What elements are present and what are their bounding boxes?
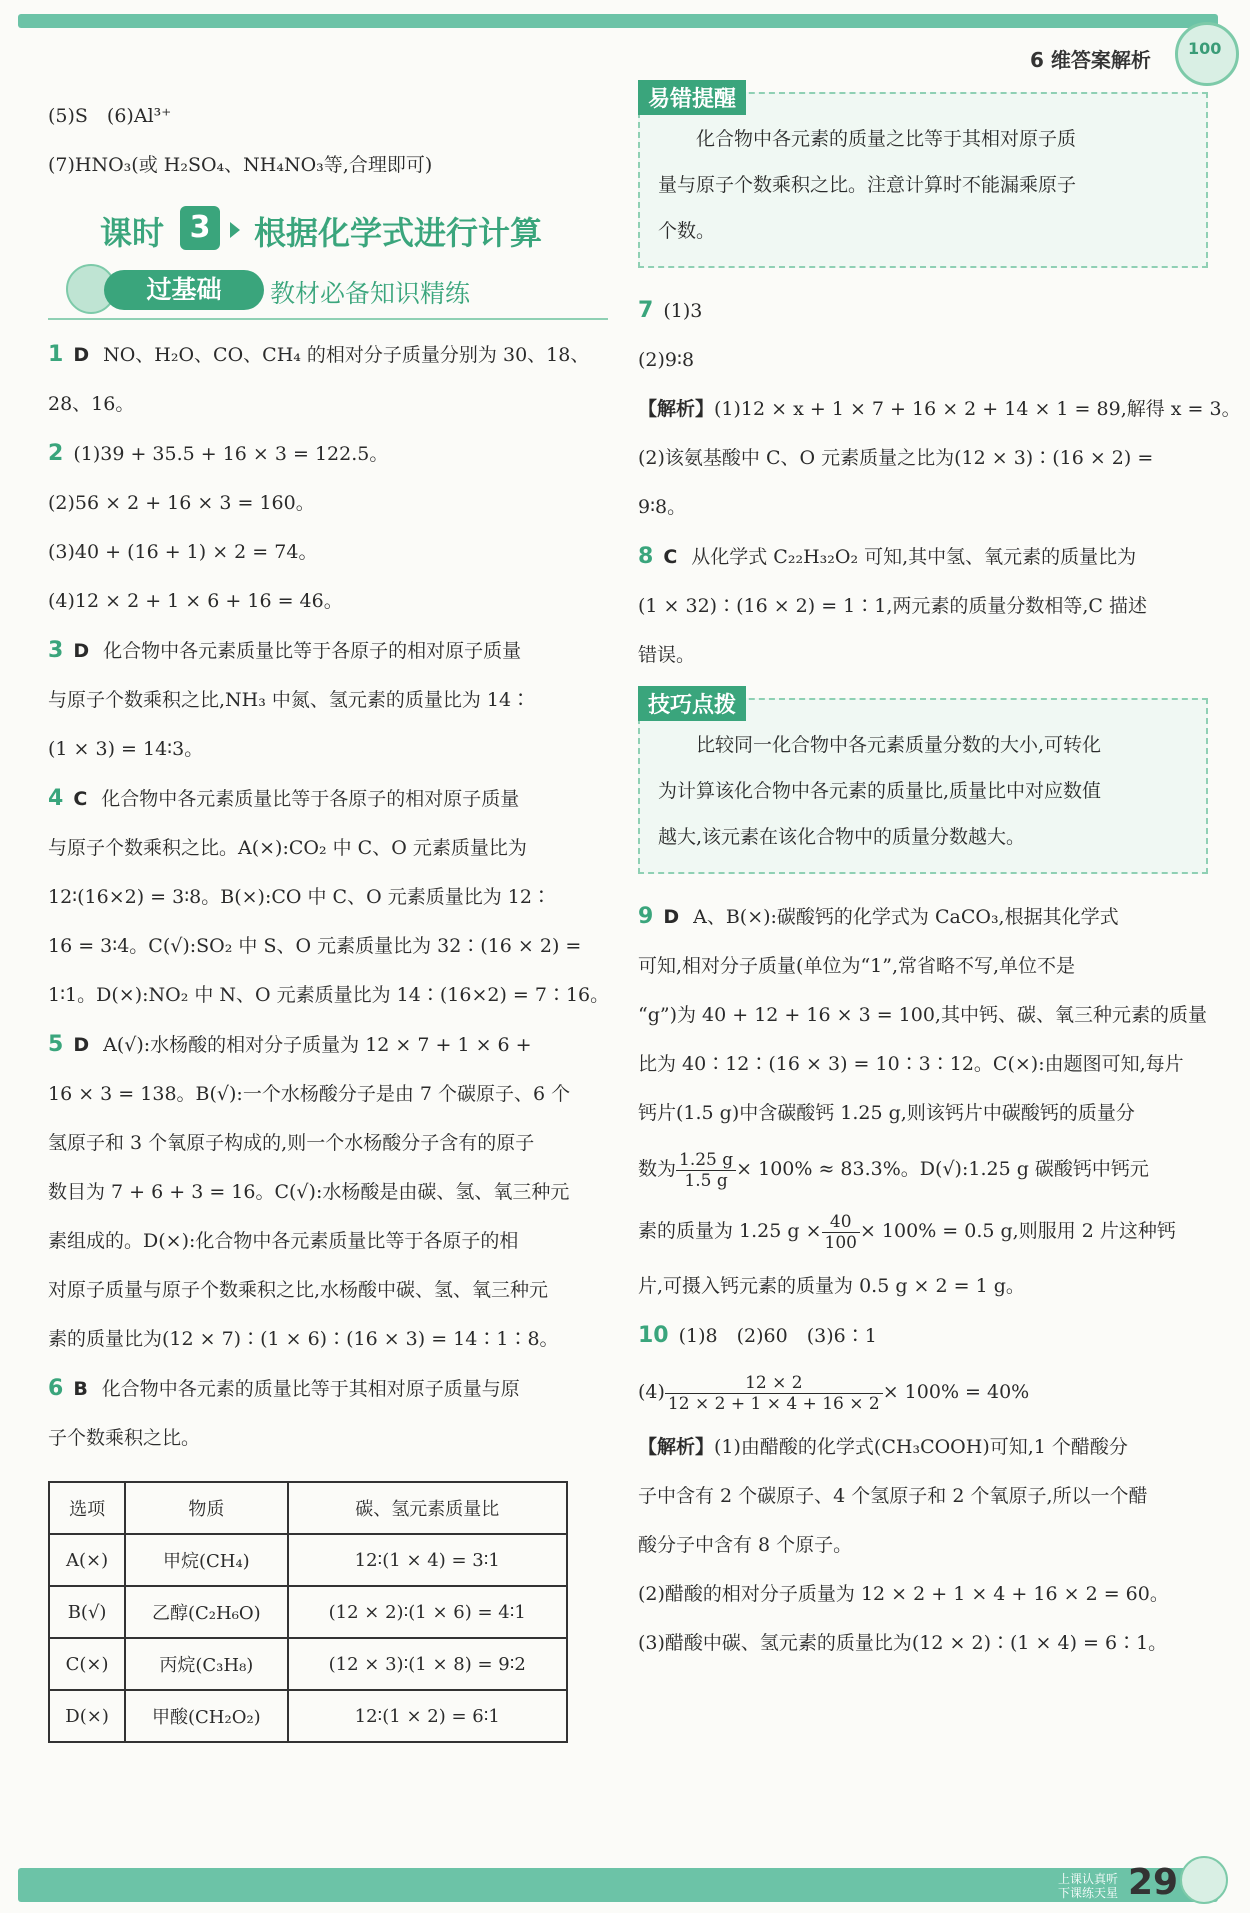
section-label: 过基础 <box>104 270 264 310</box>
table-row <box>49 1638 567 1690</box>
q9-frac-pre: 数为 <box>638 1158 677 1180</box>
section-banner <box>48 262 618 326</box>
q9-fraction-line <box>638 1138 1208 1200</box>
tip-line: 化合物中各元素的质量之比等于其相对原子质 <box>696 128 1077 150</box>
footer-line-2: 下课练天星 <box>1058 1886 1119 1900</box>
table-cell: 甲烷(CH₄) <box>125 1534 287 1586</box>
answer-text: A(√):水杨酸的相对分子质量为 12 × 7 + 1 × 6 + <box>103 1034 532 1056</box>
answer-line <box>48 1168 618 1217</box>
answer-line <box>48 873 618 922</box>
answer-text: 化合物中各元素的质量比等于其相对原子质量与原 <box>101 1378 520 1400</box>
table-cell: C(×) <box>49 1638 125 1690</box>
answer-text: (4)12 × 2 + 1 × 6 + 16 = 46。 <box>48 590 343 612</box>
answer-letter: C <box>73 788 88 810</box>
fraction <box>822 1212 860 1253</box>
answer-text: 化合物中各元素质量比等于各原子的相对原子质量 <box>101 788 520 810</box>
q8-text: 从化学式 C₂₂H₃₂O₂ 可知,其中氢、氧元素的质量比为 <box>691 546 1137 568</box>
answer-text: (2)56 × 2 + 16 × 3 = 160。 <box>48 492 315 514</box>
lesson-number-badge: 3 <box>180 206 220 250</box>
q7-answer-2: (2)9∶8 <box>638 349 695 371</box>
q9-line <box>638 892 1208 942</box>
answer-text: 化合物中各元素质量比等于各原子的相对原子质量 <box>103 640 522 662</box>
q9-frac-post: × 100% ≈ 83.3%。D(√):1.25 g 碳酸钙中钙元 <box>736 1158 1149 1180</box>
fraction <box>676 1150 736 1191</box>
question-number: 9 <box>638 904 654 929</box>
table-cell: 丙烷(C₃H₈) <box>125 1638 287 1690</box>
answer-text: 氢原子和 3 个氧原子构成的,则一个水杨酸分子含有的原子 <box>48 1132 535 1154</box>
table-cell: D(×) <box>49 1690 125 1742</box>
answer-line <box>48 1070 618 1119</box>
comparison-table <box>48 1481 568 1743</box>
q10-jiexi: (3)醋酸中碳、氢元素的质量比为(12 × 2)∶(1 × 4) = 6∶1。 <box>638 1632 1168 1654</box>
answer-text: 28、16。 <box>48 393 135 415</box>
question-number: 6 <box>48 1376 64 1401</box>
q9-text: 片,可摄入钙元素的质量为 0.5 g × 2 = 1 g。 <box>638 1275 1025 1297</box>
tip-line: 个数。 <box>658 220 716 242</box>
question-number: 8 <box>638 544 654 569</box>
answer-line <box>48 1020 618 1070</box>
logo-text: 100 <box>1188 39 1222 58</box>
answer-text: (1)39 + 35.5 + 16 × 3 = 122.5。 <box>73 443 389 465</box>
question-number: 2 <box>48 441 64 466</box>
q9-text: A、B(×):碳酸钙的化学式为 CaCO₃,根据其化学式 <box>693 906 1119 928</box>
tip-title: 易错提醒 <box>638 80 746 115</box>
q10-p4-pre: (4) <box>638 1381 665 1403</box>
answer-text: 与原子个数乘积之比,NH₃ 中氮、氢元素的质量比为 14∶ <box>48 689 531 711</box>
table-row <box>49 1690 567 1742</box>
tip-line: 为计算该化合物中各元素的质量比,质量比中对应数值 <box>658 780 1102 802</box>
tip-title: 技巧点拨 <box>638 686 746 721</box>
answer-line <box>48 577 618 626</box>
footer-logo <box>1180 1856 1228 1904</box>
q9-text: 钙片(1.5 g)中含碳酸钙 1.25 g,则该钙片中碳酸钙的质量分 <box>638 1102 1135 1124</box>
answer-text: 16 × 3 = 138。B(√):一个水杨酸分子是由 7 个碳原子、6 个 <box>48 1083 571 1105</box>
answer-letter: D <box>663 906 680 928</box>
q9-frac2-pre: 素的质量为 1.25 g × <box>638 1220 822 1242</box>
answer-text: (1 × 3) = 14∶3。 <box>48 738 204 760</box>
answer-line <box>48 824 618 873</box>
lesson-title-text: 根据化学式进行计算 <box>254 214 543 252</box>
section-subtitle: 教材必备知识精练 <box>270 279 471 308</box>
header-title: 6 维答案解析 <box>1030 48 1151 72</box>
q8-line <box>638 532 1208 582</box>
q8-text: (1 × 32)∶(16 × 2) = 1∶1,两元素的质量分数相等,C 描述 <box>638 595 1148 617</box>
intro-line-2: (7)HNO₃(或 H₂SO₄、NH₄NO₃等,合理即可) <box>48 154 433 176</box>
table-row <box>49 1586 567 1638</box>
answer-text: 对原子质量与原子个数乘积之比,水杨酸中碳、氢、氧三种元 <box>48 1279 549 1301</box>
q9-frac2-post: × 100% = 0.5 g,则服用 2 片这种钙 <box>859 1220 1176 1242</box>
q8-text: 错误。 <box>638 644 696 666</box>
left-column <box>48 92 618 1743</box>
fraction-denominator: 100 <box>824 1232 857 1253</box>
answer-line <box>48 528 618 577</box>
q9-text: 比为 40∶12∶(16 × 3) = 10∶3∶12。C(×):由题图可知,每片 <box>638 1053 1184 1075</box>
q9-text: “g”)为 40 + 12 + 16 × 3 = 100,其中钙、碳、氧三种元素的质量 <box>638 1004 1207 1026</box>
jiexi-tag: 【解析】 <box>638 1436 715 1458</box>
table-header: 物质 <box>125 1482 287 1534</box>
footer-line-1: 上课认真听 <box>1058 1872 1119 1886</box>
answer-line <box>48 971 618 1020</box>
table-cell: 12∶(1 × 4) = 3∶1 <box>288 1534 567 1586</box>
lesson-title <box>48 196 618 262</box>
table-cell: 甲酸(CH₂O₂) <box>125 1690 287 1742</box>
intro-line-1: (5)S (6)Al³⁺ <box>48 105 172 127</box>
q10-jiexi: (2)醋酸的相对分子质量为 12 × 2 + 1 × 4 + 16 × 2 = 60。 <box>638 1583 1169 1605</box>
answer-line <box>48 1266 618 1315</box>
corner-logo <box>1175 22 1239 86</box>
answer-text: 数目为 7 + 6 + 3 = 16。C(√):水杨酸是由碳、氢、氧三种元 <box>48 1181 570 1203</box>
answer-line <box>48 380 618 429</box>
table-cell: A(×) <box>49 1534 125 1586</box>
lesson-prefix: 课时 <box>100 214 165 252</box>
page-number: 29 <box>1128 1862 1179 1903</box>
answer-text: 16 = 3∶4。C(√):SO₂ 中 S、O 元素质量比为 32∶(16 × 2) = <box>48 935 582 957</box>
answer-text: 1∶1。D(×):NO₂ 中 N、O 元素质量比为 14∶(16×2) = 7∶16。 <box>48 984 610 1006</box>
fraction-numerator: 1.25 g <box>676 1150 736 1171</box>
q7-line <box>638 286 1208 336</box>
table-header: 碳、氢元素质量比 <box>288 1482 567 1534</box>
fraction-numerator: 12 × 2 <box>665 1373 883 1394</box>
arrow-right-icon <box>230 222 240 238</box>
q10-jiexi-line <box>638 1423 1208 1472</box>
q7-jiexi-3: 9∶8。 <box>638 496 687 518</box>
q9-fraction-line-2 <box>638 1200 1208 1262</box>
table-cell: (12 × 3)∶(1 × 8) = 9∶2 <box>288 1638 567 1690</box>
answer-line <box>48 330 618 380</box>
q10-line <box>638 1311 1208 1361</box>
fraction <box>665 1373 883 1414</box>
q10-p4-post: × 100% = 40% <box>882 1381 1030 1403</box>
question-number: 1 <box>48 342 64 367</box>
q10-jiexi: 酸分子中含有 8 个原子。 <box>638 1534 853 1556</box>
question-number: 5 <box>48 1032 64 1057</box>
table-cell: 乙醇(C₂H₆O) <box>125 1586 287 1638</box>
question-number: 10 <box>638 1323 669 1348</box>
question-number: 7 <box>638 298 654 323</box>
question-number: 3 <box>48 638 64 663</box>
fraction-denominator: 12 × 2 + 1 × 4 + 16 × 2 <box>667 1393 880 1414</box>
answer-line <box>48 1119 618 1168</box>
table-cell: 12∶(1 × 2) = 6∶1 <box>288 1690 567 1742</box>
tip-line: 比较同一化合物中各元素质量分数的大小,可转化 <box>696 734 1102 756</box>
answer-line <box>48 774 618 824</box>
fraction-denominator: 1.5 g <box>684 1170 728 1191</box>
q10-answer-1: (1)8 (2)60 (3)6∶1 <box>678 1325 877 1347</box>
answer-line <box>48 429 618 479</box>
q7-jiexi-2: (2)该氨基酸中 C、O 元素质量之比为(12 × 3)∶(16 × 2) = <box>638 447 1154 469</box>
q10-jiexi: 子中含有 2 个碳原子、4 个氢原子和 2 个氧原子,所以一个醋 <box>638 1485 1148 1507</box>
answer-letter: D <box>73 1034 90 1056</box>
tip-line: 越大,该元素在该化合物中的质量分数越大。 <box>658 826 1026 848</box>
answer-line <box>48 479 618 528</box>
q10-fraction-line <box>638 1361 1208 1423</box>
tip-box-mistake <box>638 87 1208 268</box>
section-divider <box>48 318 608 320</box>
q7-answer-1: (1)3 <box>663 300 703 322</box>
answer-line <box>48 1315 618 1364</box>
answer-text: 素组成的。D(×):化合物中各元素质量比等于各原子的相 <box>48 1230 519 1252</box>
answer-line <box>48 676 618 725</box>
q10-jiexi: (1)由醋酸的化学式(CH₃COOH)可知,1 个醋酸分 <box>714 1436 1128 1458</box>
answer-text: 素的质量比为(12 × 7)∶(1 × 6)∶(16 × 3) = 14∶1∶8。 <box>48 1328 559 1350</box>
q7-jiexi-1: (1)12 × x + 1 × 7 + 16 × 2 + 14 × 1 = 89,解得 x = 3。 <box>714 398 1241 420</box>
answer-letter: B <box>73 1378 88 1400</box>
answer-letter: D <box>73 344 90 366</box>
answer-text: NO、H₂O、CO、CH₄ 的相对分子质量分别为 30、18、 <box>103 344 590 366</box>
table-cell: (12 × 2)∶(1 × 6) = 4∶1 <box>288 1586 567 1638</box>
bottom-decor-bar <box>18 1868 1218 1902</box>
question-number: 4 <box>48 786 64 811</box>
top-decor-bar <box>18 14 1218 28</box>
table-header-row <box>49 1482 567 1534</box>
answer-line <box>48 1217 618 1266</box>
answer-line <box>48 1414 618 1463</box>
answer-text: 子个数乘积之比。 <box>48 1427 201 1449</box>
tip-box-skill <box>638 693 1208 874</box>
answer-line <box>48 725 618 774</box>
jiexi-tag: 【解析】 <box>638 398 715 420</box>
answer-line <box>48 922 618 971</box>
answer-text: (3)40 + (16 + 1) × 2 = 74。 <box>48 541 318 563</box>
answer-text: 12∶(16×2) = 3∶8。B(×):CO 中 C、O 元素质量比为 12∶ <box>48 886 551 908</box>
q7-jiexi-line <box>638 385 1241 434</box>
table-header: 选项 <box>49 1482 125 1534</box>
table-cell: B(√) <box>49 1586 125 1638</box>
fraction-numerator: 40 <box>822 1212 860 1233</box>
answer-text: 与原子个数乘积之比。A(×):CO₂ 中 C、O 元素质量比为 <box>48 837 527 859</box>
footer-slogan <box>1058 1872 1118 1900</box>
answer-letter: C <box>663 546 678 568</box>
q9-text: 可知,相对分子质量(单位为“1”,常省略不写,单位不是 <box>638 955 1076 977</box>
answer-letter: D <box>73 640 90 662</box>
tip-line: 量与原子个数乘积之比。注意计算时不能漏乘原子 <box>658 174 1077 196</box>
answer-line <box>48 626 618 676</box>
right-column <box>638 87 1241 1668</box>
table-row <box>49 1534 567 1586</box>
left-answer-lines <box>48 330 618 1463</box>
answer-line <box>48 1364 618 1414</box>
